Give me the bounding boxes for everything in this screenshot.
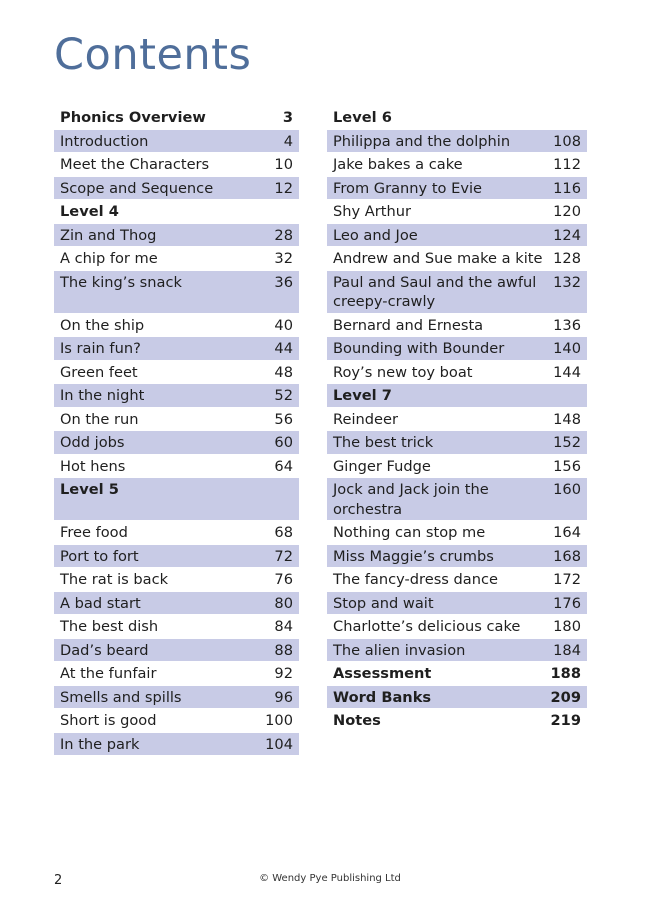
toc-entry <box>327 544 587 568</box>
toc-entry-title: Charlotte’s delicious cake <box>333 618 521 635</box>
toc-entry-title: Stop and wait <box>333 594 434 612</box>
toc-entry <box>54 454 299 478</box>
toc-entry-page: 132 <box>553 273 581 291</box>
toc-entry-page: 180 <box>553 618 581 635</box>
toc-entry-title: Andrew and Sue make a kite <box>333 250 543 267</box>
toc-entry <box>54 661 299 685</box>
toc-entry <box>327 430 587 454</box>
toc-entry <box>54 685 299 709</box>
toc-entry <box>327 129 587 153</box>
toc-entry-page: 28 <box>274 226 293 244</box>
toc-entry-title: Green feet <box>60 363 138 381</box>
toc-entry-title: The alien invasion <box>333 641 466 659</box>
toc-entry-page: 76 <box>274 571 293 588</box>
toc-entry-title: Leo and Joe <box>333 226 418 244</box>
toc-entry <box>54 638 299 662</box>
toc-entry <box>54 567 299 591</box>
toc-entry-page: 10 <box>274 156 293 173</box>
toc-entry-page: 36 <box>274 273 293 291</box>
toc-entry <box>54 152 299 176</box>
toc-entry-title: Zin and Thog <box>60 226 157 244</box>
toc-entry <box>54 520 299 544</box>
toc-entry-title: Assessment <box>333 665 432 682</box>
toc-entry-page: 184 <box>553 641 581 659</box>
toc-entry-page: 48 <box>274 363 293 381</box>
toc-entry-page: 168 <box>553 547 581 565</box>
toc-entry-title: Philippa and the dolphin <box>333 132 511 150</box>
toc-entry <box>327 407 587 431</box>
toc-entry-title: From Granny to Evie <box>333 179 483 197</box>
toc-entry-title: Port to fort <box>60 547 139 565</box>
toc-entry-title: Nothing can stop me <box>333 524 486 541</box>
toc-entry <box>327 152 587 176</box>
toc-entry-page: 40 <box>274 316 293 334</box>
toc-entry-title: The king’s snack <box>60 273 182 291</box>
toc-entry-page: 104 <box>265 735 293 753</box>
toc-entry-page: 140 <box>553 340 581 357</box>
toc-entry <box>327 246 587 270</box>
toc-column-right <box>327 105 587 732</box>
toc-entry-title: Phonics Overview <box>60 109 206 126</box>
toc-entry-page: 188 <box>550 665 581 682</box>
toc-entry <box>327 270 587 313</box>
toc-entry-title: Level 5 <box>60 481 119 498</box>
toc-section-heading <box>54 199 299 223</box>
toc-entry-page: 112 <box>553 156 581 173</box>
toc-entry-page: 172 <box>553 571 581 588</box>
toc-entry <box>327 520 587 544</box>
toc-entry <box>54 732 299 756</box>
toc-entry-page: 12 <box>274 179 293 197</box>
toc-entry-title: On the run <box>60 410 139 428</box>
toc-entry <box>54 246 299 270</box>
toc-entry-title: Bounding with Bounder <box>333 340 505 357</box>
toc-entry <box>54 105 299 129</box>
toc-entry-page: 176 <box>553 594 581 612</box>
toc-entry-page: 68 <box>274 524 293 541</box>
toc-entry-page: 160 <box>553 481 581 498</box>
toc-entry-title: Scope and Sequence <box>60 179 214 197</box>
toc-entry-page: 3 <box>282 109 293 126</box>
toc-entry <box>327 708 587 732</box>
toc-entry-page: 60 <box>274 434 293 451</box>
toc-entry <box>327 567 587 591</box>
toc-entry-title: Level 7 <box>333 387 392 404</box>
toc-entry-title: Dad’s beard <box>60 641 149 659</box>
toc-entry-page: 80 <box>274 594 293 612</box>
toc-entry-title: The best trick <box>333 434 434 451</box>
toc-entry-page: 88 <box>274 641 293 659</box>
toc-entry-title: Level 4 <box>60 203 119 220</box>
toc-entry-page: 32 <box>274 250 293 267</box>
toc-entry <box>54 270 299 313</box>
toc-entry <box>54 591 299 615</box>
toc-entry <box>54 336 299 360</box>
toc-entry-title: Level 6 <box>333 109 392 126</box>
toc-entry-title: Odd jobs <box>60 434 125 451</box>
toc-entry-page: 92 <box>274 665 293 682</box>
toc-entry-title: Is rain fun? <box>60 340 141 357</box>
toc-entry-title: Notes <box>333 712 381 729</box>
toc-entry <box>54 360 299 384</box>
toc-entry-title: The best dish <box>60 618 159 635</box>
toc-entry <box>327 614 587 638</box>
toc-entry-title: Hot hens <box>60 457 126 475</box>
toc-column-left <box>54 105 299 755</box>
toc-entry-title: In the night <box>60 387 145 404</box>
toc-entry-page: 136 <box>553 316 581 334</box>
toc-entry <box>327 685 587 709</box>
toc-entry <box>54 129 299 153</box>
toc-entry <box>54 176 299 200</box>
toc-entry-title: Ginger Fudge <box>333 457 431 475</box>
toc-entry-title: Shy Arthur <box>333 203 411 220</box>
toc-entry-page: 219 <box>550 712 581 729</box>
toc-entry-title: In the park <box>60 735 140 753</box>
page-number: 2 <box>54 873 63 888</box>
toc-entry-page: 108 <box>553 132 581 150</box>
toc-entry <box>327 638 587 662</box>
toc-entry-title: Introduction <box>60 132 149 150</box>
toc-entry-page: 64 <box>274 457 293 475</box>
toc-entry-title: Bernard and Ernesta <box>333 316 484 334</box>
toc-entry-page: 209 <box>550 688 581 706</box>
toc-entry <box>327 313 587 337</box>
toc-entry-page: 164 <box>553 524 581 541</box>
toc-entry <box>54 614 299 638</box>
toc-entry-page: 72 <box>274 547 293 565</box>
toc-entry <box>327 199 587 223</box>
toc-entry-title: Paul and Saul and the awful creepy-crawly <box>333 273 537 310</box>
toc-entry <box>54 407 299 431</box>
toc-entry <box>327 591 587 615</box>
toc-entry <box>327 477 587 520</box>
toc-entry-title: Miss Maggie’s crumbs <box>333 547 494 565</box>
page-title: Contents <box>54 30 252 80</box>
toc-entry-page: 52 <box>274 387 293 404</box>
toc-entry <box>54 223 299 247</box>
toc-section-heading <box>327 383 587 407</box>
toc-entry-page: 44 <box>274 340 293 357</box>
toc-entry-title: The rat is back <box>60 571 169 588</box>
toc-entry-page: 144 <box>553 363 581 381</box>
toc-entry-page: 128 <box>553 250 581 267</box>
toc-entry-title: Roy’s new toy boat <box>333 363 473 381</box>
toc-entry <box>54 544 299 568</box>
toc-entry-title: Word Banks <box>333 688 432 706</box>
toc-entry-title: Jock and Jack join the orchestra <box>333 481 489 518</box>
toc-entry-title: Free food <box>60 524 128 541</box>
toc-entry-page: 148 <box>553 410 581 428</box>
toc-entry-page: 100 <box>265 712 293 729</box>
toc-entry <box>327 661 587 685</box>
toc-entry-title: The fancy-dress dance <box>333 571 499 588</box>
toc-entry-title: At the funfair <box>60 665 157 682</box>
toc-entry-page: 84 <box>274 618 293 635</box>
toc-entry-page: 4 <box>283 132 293 150</box>
toc-entry-title: Smells and spills <box>60 688 182 706</box>
toc-entry-title: A bad start <box>60 594 141 612</box>
toc-entry <box>327 454 587 478</box>
toc-section-heading <box>54 477 299 520</box>
toc-entry-page: 96 <box>274 688 293 706</box>
toc-entry-page: 124 <box>553 226 581 244</box>
toc-entry-page: 56 <box>274 410 293 428</box>
toc-entry <box>327 336 587 360</box>
toc-entry <box>327 176 587 200</box>
toc-entry-page: 120 <box>553 203 581 220</box>
toc-entry <box>54 708 299 732</box>
toc-entry <box>54 430 299 454</box>
toc-entry-page: 156 <box>553 457 581 475</box>
toc-entry <box>327 360 587 384</box>
toc-entry <box>54 313 299 337</box>
toc-entry-title: On the ship <box>60 316 145 334</box>
copyright-notice: © Wendy Pye Publishing Ltd <box>259 873 401 884</box>
toc-entry-title: Jake bakes a cake <box>333 156 463 173</box>
toc-section-heading <box>327 105 587 129</box>
toc-entry-page: 152 <box>553 434 581 451</box>
toc-entry-title: Meet the Characters <box>60 156 210 173</box>
toc-entry-title: A chip for me <box>60 250 158 267</box>
toc-entry-page: 116 <box>553 179 581 197</box>
toc-entry <box>54 383 299 407</box>
toc-entry-title: Short is good <box>60 712 157 729</box>
toc-entry-title: Reindeer <box>333 410 398 428</box>
toc-entry <box>327 223 587 247</box>
